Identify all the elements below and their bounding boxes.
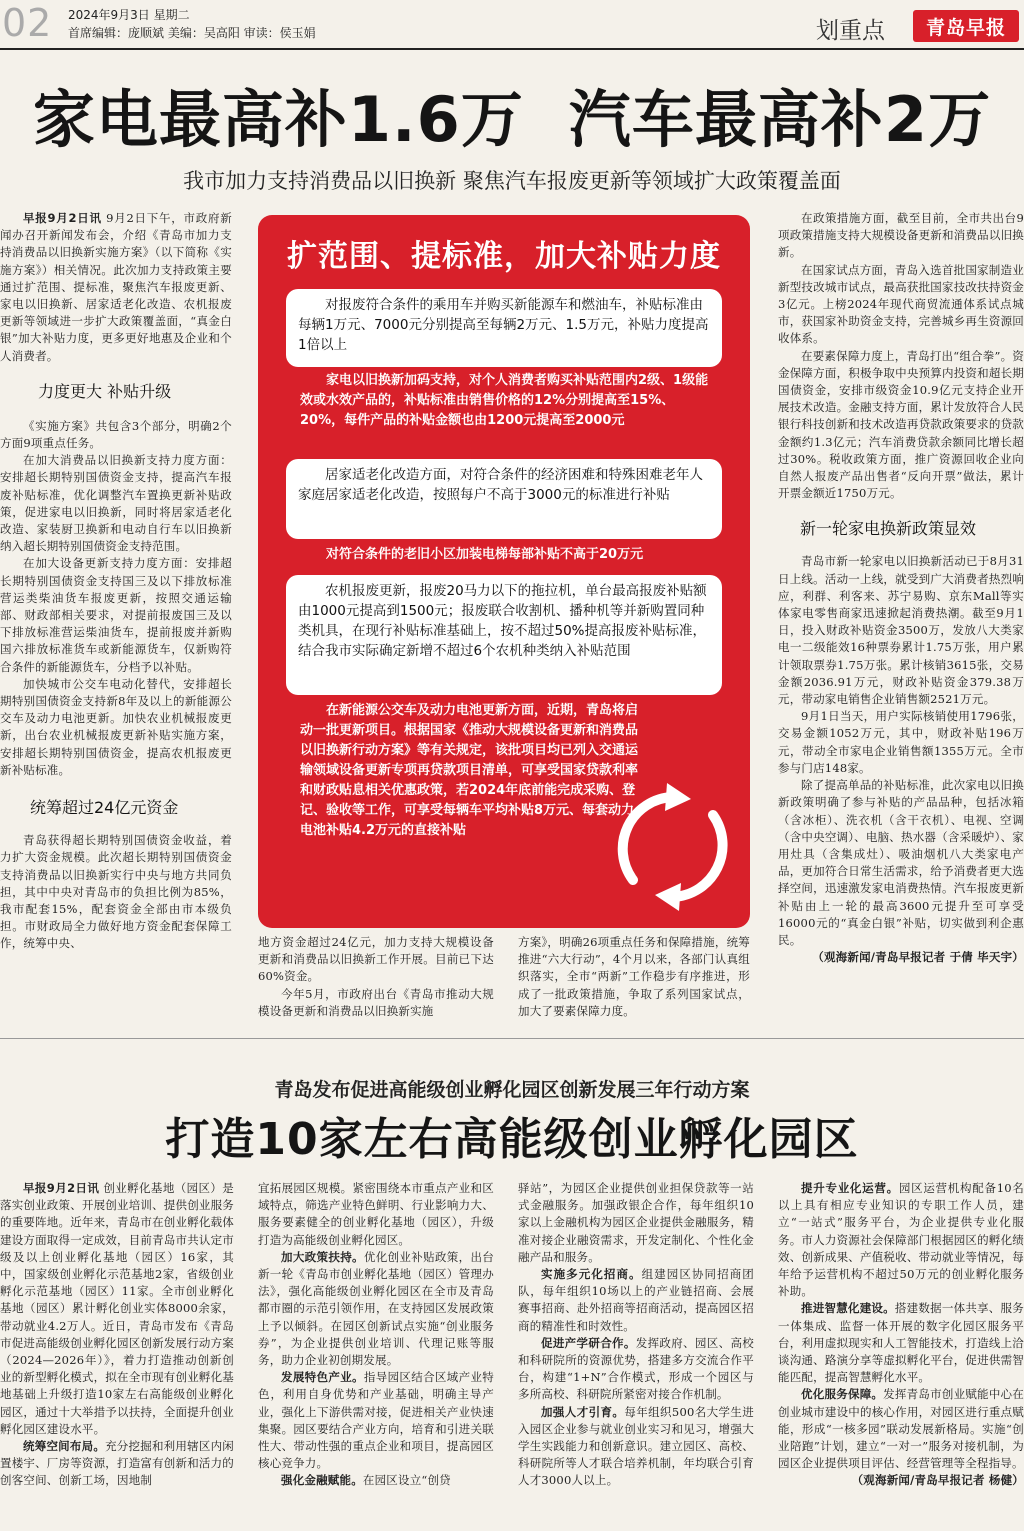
article-paragraph: 发展特色产业。指导园区结合区域产业特色，利用自身优势和产业基础，明确主导产业，强化上下游供需对接，促进相关产业快速集聚。园区要结合产业方向，培育和引进关联性大、带动性强的重点企业和项目，提高园区核心竞争力。 — [258, 1370, 494, 1471]
newspaper-logo — [913, 10, 1019, 42]
section-subhead: 力度更大 补贴升级 — [38, 381, 172, 401]
article-paragraph: 统筹空间布局。充分挖掘和利用辖区内闲置楼宇、厂房等资源，打造富有创新和活力的创客空间、创新工场，因地制 — [0, 1439, 234, 1488]
article-paragraph: 在国家试点方面，青岛入选首批国家制造业新型技改城市试点，最高获批国家技改扶持资金3亿元。上榜2024年现代商贸流通体系试点城市，获国家补助资金支持，完善城乡再生资源回收体系。 — [778, 262, 1024, 346]
article-paragraph: 促进产学研合作。发挥政府、园区、高校和科研院所的资源优势，搭建多方交流合作平台，构建“1+N”合作模式，形成一个园区与多所高校、科研院所紧密对接合作机制。 — [518, 1335, 754, 1402]
story2-column-4 — [778, 1180, 1024, 1530]
article-paragraph: 在政策措施方面，截至目前，全市共出台9项政策措施支持大规模设备更新和消费品以旧换新。 — [778, 211, 1024, 260]
byline: （观海新闻/青岛早报记者 杨健） — [851, 1473, 1024, 1488]
article-paragraph: 加大政策扶持。优化创业补贴政策，出台新一轮《青岛市创业孵化基地（园区）管理办法》，强化高能级创业孵化园区在全市及青岛都市圈的示范引领作用，在支持园区发展政策上予以倾斜。在园区创新试点实施“创业服务券”，为企业提供创业培训、代理记账等服务，助力企业初创期发展。 — [258, 1249, 494, 1368]
section-subhead: 统筹超过24亿元资金 — [30, 798, 179, 818]
story1-headline: 家电最高补1.6万 汽车最高补2万 — [32, 83, 992, 156]
infobox-item: 居家适老化改造方面，对符合条件的经济困难和特殊困难老年人家庭居家适老化改造，按照每户不高于3000元的标准进行补贴 — [286, 459, 722, 539]
story2-column-1 — [0, 1180, 234, 1530]
article-paragraph: 推进智慧化建设。搭建数据一体共享、服务一体集成、监督一体开展的数字化园区服务平台，利用虚拟现实和人工智能技术，打造线上洽谈沟通、路演分享等虚拟孵化平台，促进供需智能匹配，提高智慧孵化水平。 — [778, 1301, 1024, 1385]
story2-kicker: 青岛发布促进高能级创业孵化园区创新发展三年行动方案 — [274, 1079, 750, 1101]
article-paragraph: 在加大设备更新支持力度方面：安排超长期特别国债资金支持国三及以下排放标准营运类柴油货车报废更新，按照交通运输部、财政部相关要求，对提前报废国三及以下排放标准营运柴油货车，提前报废并新购国六排放标准货车或新能源货车，仅新购符合条件的新能源货车，分档予以补贴。 — [0, 556, 232, 674]
article-paragraph: 在加大消费品以旧换新支持力度方面：安排超长期特别国债资金支持，提高汽车报废补贴标准，优化调整汽车置换更新补贴政策，促进家电以旧换新，同时将居家适老化改造、家装厨卫换新和电动自行车以旧换新纳入超长期特别国债资金支持范围。 — [0, 453, 232, 554]
header-rule — [0, 48, 1024, 50]
story1-mid-left-column — [258, 934, 494, 1024]
issue-date: 2024年9月3日 星期二 — [68, 8, 190, 22]
story2-headline: 打造10家左右高能级创业孵化园区 — [165, 1114, 859, 1165]
infobox-item: 对报废符合条件的乘用车并购买新能源车和燃油车，补贴标准由每辆1万元、7000元分别提高至每辆2万元、1.5万元，补贴力度提高1倍以上 — [286, 289, 722, 367]
infobox-item: 在新能源公交车及动力电池更新方面，近期，青岛将启动一批更新项目。根据国家《推动大规模设备更新和消费品以旧换新行动方案》等有关规定，该批项目均已列入交通运输领域设备更新专项再贷款项目清单，可享受国家贷款利率和财政贴息相关优惠政策，若2024年底前能完成采购、登记、验收等工作，可享受每辆车平均补贴8万元、每套动力电池补贴4.2万元的直接补贴 — [300, 703, 639, 838]
story2-column-2 — [258, 1180, 494, 1530]
logo-text: 青岛早报 — [925, 16, 1006, 39]
page-number: 02 — [2, 1, 53, 45]
article-paragraph: 《实施方案》共包含3个部分，明确2个方面9项重点任务。 — [0, 418, 232, 451]
article-paragraph: 加强人才引育。每年组织500名大学生进入园区企业参与就业创业实习和见习，增强大学生实践能力和创新意识。建立园区、高校、科研院所等人才联合培养机制，年均联合引育人才3000人以上。 — [518, 1404, 754, 1488]
article-paragraph: 提升专业化运营。园区运营机构配备10名以上具有相应专业知识的专职工作人员，建立“一站式”服务平台，为企业提供专业化服务。市人力资源社会保障部门根据园区的孵化绩效、创新成果、产值税收、带动就业等情况，每年给予运营机构不超过50万元的创业孵化服务补助。 — [778, 1181, 1024, 1299]
article-paragraph: 除了提高单品的补贴标准，此次家电以旧换新政策明确了参与补贴的产品品种，包括冰箱（含冰柜）、洗衣机（含干衣机）、电视、空调（含中央空调）、电脑、热水器（含采暖炉）、家用灶具（含集成灶）、吸油烟机八大类家电产品，更加符合日常生活需求，给予消费者更大选择空间，迅速激发家电消费热情。汽车报废更新补贴由上一轮的最高3600元提升至可享受16000元的“真金白银”补贴，切实做到利企惠民。 — [778, 778, 1024, 947]
article-paragraph: 加快城市公交车电动化替代，安排超长期特别国债资金支持新8年及以上的新能源公交车及动力电池更新。加快农业机械报废更新，出台农业机械报废更新补贴实施方案，安排超长期特别国债资金，提高农机报废更新补贴标准。 — [0, 676, 232, 777]
recycle-arrows-icon — [603, 775, 743, 915]
infobox-item: 家电以旧换新加码支持，对个人消费者购买补贴范围内2级、1级能效或水效产品的，补贴标准由销售价格的12%分别提高至15%、20%，每件产品的补贴金额也由1200元提高至2000元 — [300, 373, 709, 428]
article-paragraph: 地方资金超过24亿元，加力支持大规模设备更新和消费品以旧换新工作开展。目前已下达60%资金。 — [258, 935, 494, 984]
article-paragraph: 在要素保障力度上，青岛打出“组合拳”。资金保障方面，积极争取中央预算内投资和超长期国债资金，安排市级资金10.9亿元支持企业开展技术改造。金融支持方面，累计发放符合人民银行科技创新和技术改造再贷款政策要求的贷款金额约1.3亿元；汽车消费贷款余额同比增长超过30%。税收政策方面，推广资源回收企业向自然人报废产品出售者“反向开票”做法，累计开票金额近1750万元。 — [778, 348, 1024, 501]
article-paragraph: 青岛获得超长期特别国债资金收益，着力扩大资金规模。此次超长期特别国债资金支持消费品以旧换新实行中央与地方共同负担，其中中央对青岛市的负担比例为85%，我市配套15%，配套资金全部由市本级负担。市财政局全力做好地方资金配套保障工作，统筹中央、 — [0, 833, 232, 951]
article-paragraph: 早报9月2日讯 创业孵化基地（园区）是落实创业政策、开展创业培训、提供创业服务的重要阵地。近年来，青岛市在创业孵化载体建设方面取得一定成效，目前青岛市共认定市级及以上创业孵化基地（园区）16家，其中，国家级创业孵化示范基地2家，省级创业孵化示范基地（园区）11家。全市创业孵化基地（园区）累计孵化创业实体8000余家，带动就业4.2万人。近日，青岛市发布《青岛市促进高能级创业孵化园区创新发展行动方案（2024—2026年）》，着力打造推动创新创业的新型孵化模式，拟在全市现有创业孵化基地基础上升级打造10家左右高能级创业孵化园区，通过十大举措予以扶持，全面提升创业孵化园区建设水平。 — [0, 1181, 234, 1436]
infobox-item: 对符合条件的老旧小区加装电梯每部补贴不高于20万元 — [326, 547, 644, 562]
article-paragraph: 青岛市新一轮家电以旧换新活动已于8月31日上线。活动一上线，就受到广大消费者热烈响应，利群、利客来、苏宁易购、京东Mall等实体家电零售商家迅速掀起消费热潮。截至9月1日，投入财政补贴资金3500万，发放八大类家电一二级能效16种票券累计1.75万张，用户累计领取票券1.75万张。累计核销3615张，交易金额2036.91万元，财政补贴资金379.38万元，带动家电销售企业销售额2521万元。 — [778, 554, 1024, 707]
infobox-title: 扩范围、提标准，加大补贴力度 — [287, 239, 721, 274]
editor-credits: 首席编辑：庞顺斌 美编：吴高阳 审读：侯玉娟 — [68, 26, 316, 40]
article-paragraph: 优化服务保障。发挥青岛市创业赋能中心在创业城市建设中的核心作用，对园区进行重点赋能，形成“一核多园”联动发展新格局。实施“创业陪跑”计划，建立“一对一”服务对接机制，为园区企业提供项目评估、经营管理等全程指导。 — [778, 1387, 1024, 1471]
article-paragraph: 方案》，明确26项重点任务和保障措施，统筹推进“六大行动”，4个月以来，各部门认真组织落实，全市“两新”工作稳步有序推进，形成了一批政策措施，争取了系列国家试点，加大了要素保障力度。 — [518, 935, 750, 1018]
article-paragraph: 9月1日当天，用户实际核销使用1796张，交易金额1052万元，其中，财政补贴196万元，带动全市家电企业销售额1355万元。全市参与门店148家。 — [778, 709, 1024, 775]
article-paragraph: 驿站”，为园区企业提供创业担保贷款等一站式金融服务。加强政银企合作，每年组织10家以上金融机构为园区企业提供金融服务，精准对接企业融资需求，开发定制化、个性化金融产品和服务。 — [518, 1181, 754, 1264]
story1-left-column — [0, 210, 232, 1020]
byline: （观海新闻/青岛早报记者 于倩 毕天宇） — [812, 950, 1024, 965]
policy-infobox — [258, 215, 750, 928]
article-paragraph: 宜拓展园区规模。紧密围绕本市重点产业和区域特点，筛选产业特色鲜明、行业影响力大、服务要素健全的创业孵化基地（园区），升级打造为高能级创业孵化园区。 — [258, 1181, 494, 1247]
article-paragraph: 今年5月，市政府出台《青岛市推动大规模设备更新和消费品以旧换新实施 — [258, 986, 494, 1018]
story-divider — [0, 1038, 1024, 1039]
article-paragraph: 实施多元化招商。组建园区协同招商团队，每年组织10场以上的产业链招商、会展赛事招商、赴外招商等招商活动，提高园区招商的精准性和时效性。 — [518, 1267, 754, 1333]
dateline: 早报9月2日讯 — [23, 1181, 100, 1195]
article-paragraph: 早报9月2日讯 9月2日下午，市政府新闻办召开新闻发布会，介绍《青岛市加力支持消费品以旧换新实施方案》（以下简称《实施方案》）相关情况。此次加力支持政策主要通过扩范围、提标准，聚焦汽车报废更新、家电以旧换新、居家适老化改造、农机报废更新等领域进一步扩大政策覆盖面，“真金白银”加大补贴力度，更多更好地惠及企业和个人消费者。 — [0, 211, 232, 363]
story1-right-column — [778, 210, 1024, 1025]
section-subhead: 新一轮家电换新政策显效 — [800, 519, 977, 539]
story1-mid-right-column — [518, 934, 750, 1024]
dateline: 早报9月2日讯 — [23, 211, 102, 225]
story2-column-3 — [518, 1180, 754, 1530]
section-label: 划重点 — [816, 18, 885, 44]
infobox-item: 农机报废更新，报废20马力以下的拖拉机，单台最高报废补贴额由1000元提高到1500元；报废联合收割机、播种机等并新购置同种类机具，在现行补贴标准基础上，按不超过50%提高报废补贴标准，结合我市实际确定新增不超过6个农机种类纳入补贴范围 — [286, 575, 722, 695]
article-paragraph: 强化金融赋能。在园区设立“创贷 — [281, 1473, 451, 1488]
story1-subhead: 我市加力支持消费品以旧换新 聚焦汽车报废更新等领域扩大政策覆盖面 — [183, 169, 841, 193]
